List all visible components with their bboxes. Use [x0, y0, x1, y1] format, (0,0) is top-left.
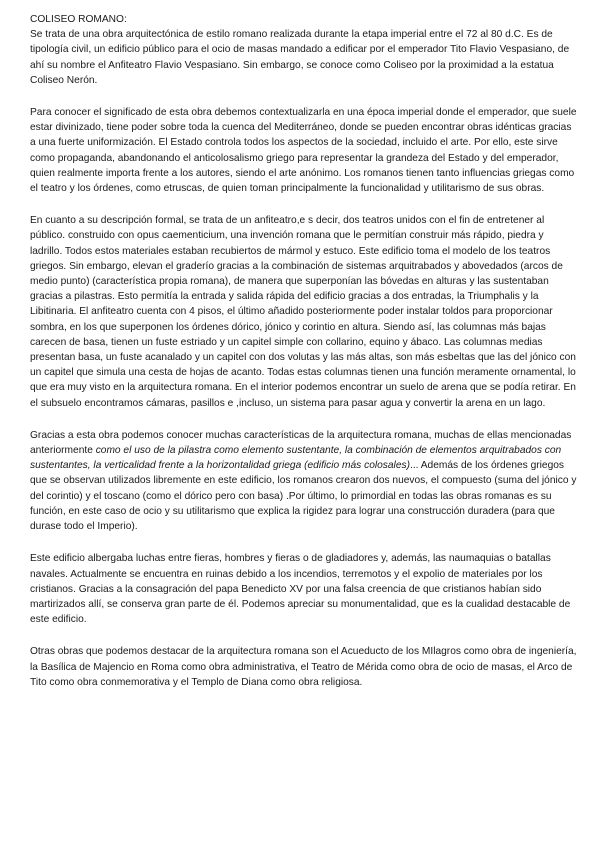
paragraph-characteristics	[30, 428, 578, 534]
paragraph-characteristics-italic: como el uso de la pilastra como elemento sustentante, la combinación de elementos arquitrabados con sustentantes, la verticalidad frente a la horizontalidad griega (edificio más colosales)	[30, 445, 562, 472]
paragraph-uses-and-state: Este edificio albergaba luchas entre fieras, hombres y fieras o de gladiadores y, además, las naumaquias o batallas navales. Actualmente se encuentra en ruinas debido a los incendios, terremotos y el expolio de materiales por los cristianos. Gracias a la consagración del papa Benedicto XV por una falsa creencia de que cristianos habían sido martirizados allí, se conserva gran parte de él. Podemos apreciar su monumentalidad, que es la cualidad destacable de este edificio.	[30, 553, 571, 626]
paragraph-context: Para conocer el significado de esta obra debemos contextualizarla en una época imperial donde el emperador, que suele estar divinizado, tiene poder sobre toda la cuenca del Mediterráneo, donde se pueden encontrar obras idénticas gracias a una fuerte uniformización. El Estado controla todos los aspectos de la sociedad, incluido el arte. Por ello, este sirve como propaganda, abandonando el anticolosalismo griego para representar la grandeza del Estado y del emperador, quien realmente importa frente a los autores, siendo el arte anónimo. Los romanos tienen tanto influencias griegas como el teatro y los órdenes, como etruscas, de quien toman principalmente la funcionalidad y utilitarismo de sus obras.	[30, 107, 577, 195]
paragraph-introduction: Se trata de una obra arquitectónica de estilo romano realizada durante la etapa imperial entre el 72 al 80 d.C. Es de tipología civil, un edificio público para el ocio de masas mandado a edificar por el emperador Tito Flavio Vespasiano, de ahí su nombre el Anfiteatro Flavio Vespasiano. Sin embargo, se conoce como Coliseo por la proximidad a la estatua Coliseo Nerón.	[30, 29, 570, 86]
paragraph-characteristics-end: ... Además de los órdenes griegos que se observan utilizados libremente en este edificio, los romanos crearon dos nuevos, el compuesto (suma del jónico y del corintio) y el toscano (como el dórico pero con basa) .Por último, lo primordial en todas las obras romanas es su función, en este caso de ocio y su utilitarismo que explica la rigidez para lograr una construcción duradera (para que durase todo el Imperio).	[30, 460, 577, 533]
paragraph-characteristics-start: Gracias a esta obra podemos conocer muchas características de la arquitectura romana, muchas de ellas mencionadas anteriormente	[30, 429, 572, 457]
paragraph-other-works: Otras obras que podemos destacar de la arquitectura romana son el Acueducto de los MIlagros como obra de ingeniería, la Basílica de Majencio en Roma como obra administrativa, el Teatro de Mérida como obra de ocio de masas, el Arco de Tito como obra conmemorativa y el Templo de Diana como obra religiosa.	[30, 646, 577, 688]
document-title: COLISEO ROMANO:	[30, 14, 127, 25]
paragraph-formal-description: En cuanto a su descripción formal, se trata de un anfiteatro,e s decir, dos teatros unidos con el fin de entretener al público. construido con opus caementicium, una invención romana que le permitían construir más rápido, piedra y ladrillo. Todos estos materiales estaban recubiertos de mármol y estuco. Este edificio toma el modelo de los teatros griegos. Sin embargo, elevan el graderío gracias a la combinación de sistemas arquitrabados y abovedados (arcos de medio punto) (característica propia romana), de manera que superponían las bóvedas en alturas y las sustentaban gracias a pilastras. Esto permitía la entrada y salida rápida del edificio gracias a dos entradas, la Triumphalis y la Libitinaria. El anfiteatro cuenta con 4 pisos, el último añadido posteriormente poder instalar toldos para proporcionar sombra, en los que superponen los órdenes dórico, jónico y corintio en altura. Siendo así, las columnas más bajas carecen de basa, tienen un fuste estriado y un capitel simple con collarino, equino y ábaco. Las columnas medias presentan basa, un fuste acanalado y un capitel con dos volutas y las más altas, son más esbeltas que las del jónico con un capitel que simula una cesta de hojas de acanto. Todas estas columnas tienen una función meramente ornamental, lo que era muy visto en la arquitectura romana. En el interior podemos encontrar un suelo de arena que se podía retirar. En el subsuelo encontramos cámaras, pasillos e ,incluso, un sistema para pasar agua y convertir la arena en un lago.	[30, 215, 576, 409]
document-page	[30, 12, 578, 707]
